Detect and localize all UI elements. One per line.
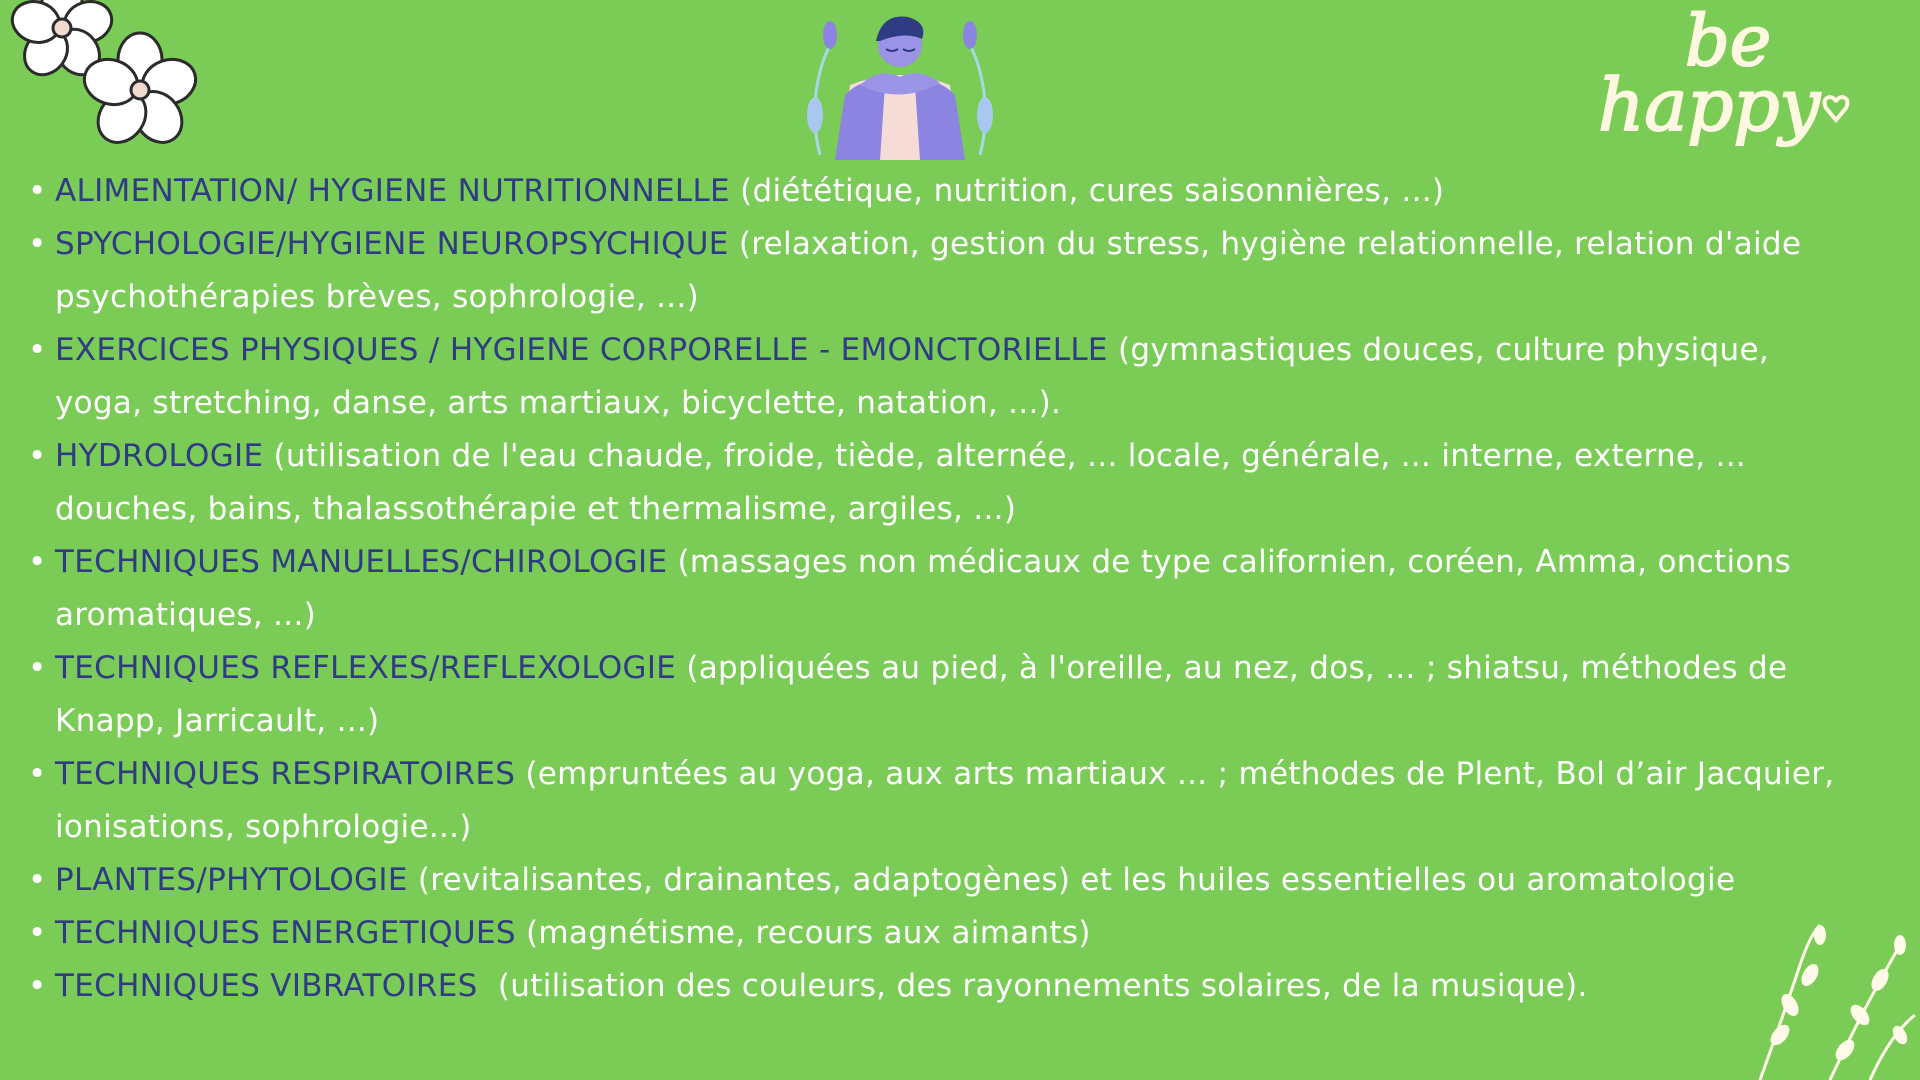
list-item <box>28 907 1920 960</box>
item-description: (utilisation des couleurs, des rayonnements solaires, de la musique). <box>477 968 1588 1004</box>
bullet: • <box>28 173 47 209</box>
list-item <box>28 430 1920 536</box>
item-category: TECHNIQUES VIBRATOIRES <box>55 968 478 1004</box>
item-description-continued: yoga, stretching, danse, arts martiaux, bicyclette, natation, ...). <box>55 385 1062 421</box>
item-description: (relaxation, gestion du stress, hygiène relationnelle, relation d'aide <box>728 226 1802 262</box>
be-happy-logo <box>1590 0 1860 170</box>
bullet: • <box>28 544 47 580</box>
item-category: PLANTES/PHYTOLOGIE <box>55 862 408 898</box>
item-description: (diététique, nutrition, cures saisonnières, ...) <box>729 173 1445 209</box>
item-description: (revitalisantes, drainantes, adaptogènes) et les huiles essentielles ou aromatologie <box>407 862 1736 898</box>
item-category: HYDROLOGIE <box>55 438 264 474</box>
list-item <box>28 960 1920 1013</box>
bullet: • <box>28 438 47 474</box>
item-description-continued: aromatiques, ...) <box>55 597 317 633</box>
item-category: TECHNIQUES MANUELLES/CHIROLOGIE <box>55 544 668 580</box>
list-item <box>28 642 1920 748</box>
item-category: ALIMENTATION/ HYGIENE NUTRITIONNELLE <box>55 173 730 209</box>
flowers-icon <box>0 0 210 155</box>
item-description-continued: douches, bains, thalassothérapie et thermalisme, argiles, ...) <box>55 491 1017 527</box>
item-category: TECHNIQUES REFLEXES/REFLEXOLOGIE <box>55 650 677 686</box>
item-category: TECHNIQUES ENERGETIQUES <box>55 915 516 951</box>
bullet: • <box>28 862 47 898</box>
person-icon <box>790 5 1010 160</box>
bullet: • <box>28 650 47 686</box>
item-description-continued: psychothérapies brèves, sophrologie, ...) <box>55 279 699 315</box>
item-category: TECHNIQUES RESPIRATOIRES <box>55 756 516 792</box>
item-description: (gymnastiques douces, culture physique, <box>1107 332 1769 368</box>
list-item <box>28 748 1920 854</box>
item-description: (massages non médicaux de type californien, coréen, Amma, onctions <box>667 544 1792 580</box>
list-item <box>28 324 1920 430</box>
list-item <box>28 218 1920 324</box>
item-description: (utilisation de l'eau chaude, froide, tiède, alternée, ... locale, générale, ... interne, externe, ... <box>263 438 1747 474</box>
therapy-list <box>28 165 1920 1013</box>
bullet: • <box>28 332 47 368</box>
item-description: (empruntées au yoga, aux arts martiaux ... ; méthodes de Plent, Bol d’air Jacquier, <box>515 756 1835 792</box>
list-item <box>28 854 1920 907</box>
heart-icon <box>1825 97 1848 120</box>
item-description: (magnétisme, recours aux aimants) <box>515 915 1091 951</box>
item-description-continued: ionisations, sophrologie...) <box>55 809 472 845</box>
svg-text:happy: happy <box>1598 63 1821 147</box>
list-item <box>28 536 1920 642</box>
bullet: • <box>28 915 47 951</box>
item-category: EXERCICES PHYSIQUES / HYGIENE CORPORELLE - EMONCTORIELLE <box>55 332 1108 368</box>
item-description: (appliquées au pied, à l'oreille, au nez, dos, ... ; shiatsu, méthodes de <box>676 650 1788 686</box>
svg-text:be: be <box>1685 0 1772 82</box>
bullet: • <box>28 226 47 262</box>
bullet: • <box>28 968 47 1004</box>
item-category: SPYCHOLOGIE/HYGIENE NEUROPSYCHIQUE <box>55 226 729 262</box>
bullet: • <box>28 756 47 792</box>
list-item <box>28 165 1920 218</box>
item-description-continued: Knapp, Jarricault, ...) <box>55 703 380 739</box>
